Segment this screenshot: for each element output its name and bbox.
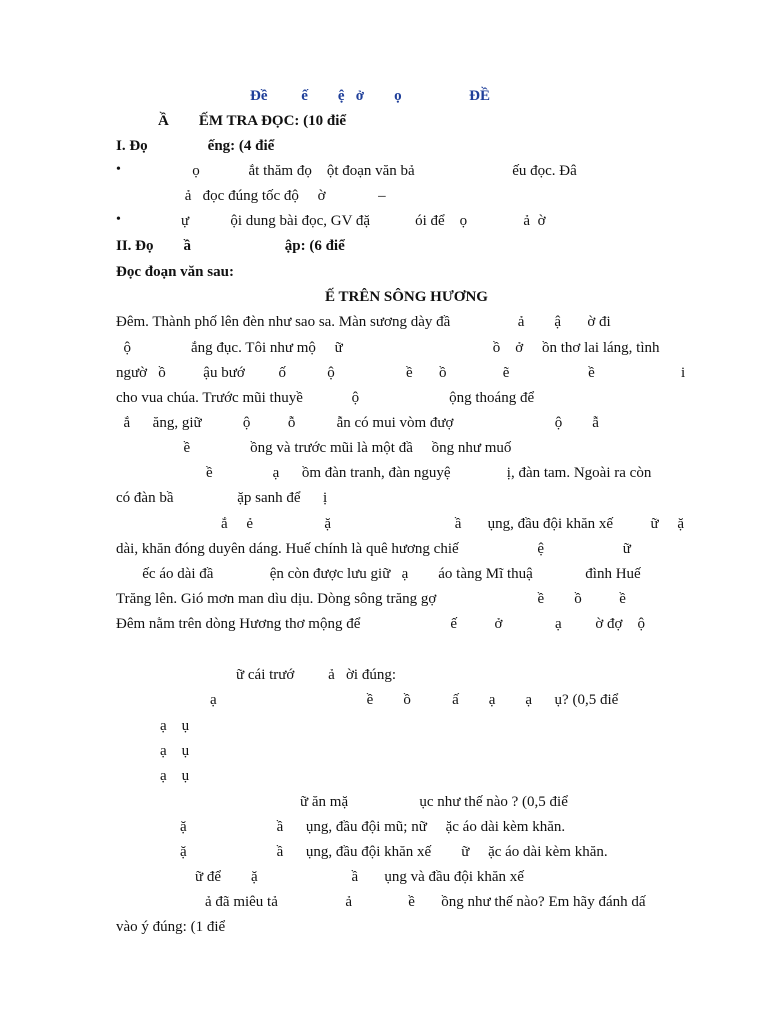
passage-line: Đêm nằm trên dòng Hương thơ mộng để ế ở ạ ờ đợ ộ [116, 616, 645, 632]
passage-line: ề ồng và trước mũi là một đầ ồng như muố [116, 440, 512, 456]
passage-line: ắ ẻ ặ ầ ụng, đầu đội khăn xế ữ ặ [116, 516, 685, 532]
section-a-heading: Ầ ẾM TRA ĐỌC: (10 điể [158, 113, 347, 129]
question-2: ữ ăn mặ ục như thế nào ? (0,5 điể [300, 794, 568, 810]
question-2-option: ặ ầ ụng, đầu đội mũ; nữ ặc áo dài kèm khăn. [180, 819, 566, 835]
bullet1-line1: ọ ắt thăm đọ ột đoạn văn bả ếu đọc. Đâ [136, 163, 577, 179]
passage-line: dài, khăn đóng duyên dáng. Huế chính là quê hương chiế ệ ữ [116, 541, 631, 557]
passage-line: cho vua chúa. Trước mũi thuyề ộ ộng thoáng để [116, 390, 535, 406]
question-instruction: ữ cái trướ ả ời đúng: [236, 667, 397, 683]
question-2-option: ữ để ặ ầ ụng và đầu đội khăn xế [195, 869, 524, 885]
bullet-icon: • [116, 162, 121, 177]
part2-heading: II. Đọ ầ ập: (6 điể [116, 238, 345, 254]
bullet-icon: • [116, 212, 121, 227]
bullet1-line2: ả đọc đúng tốc độ ờ – [136, 188, 386, 204]
passage-line: ếc áo dài đầ ện còn được lưu giữ ạ áo tàng Mĩ thuậ đình Huế [116, 566, 641, 582]
passage-line: ộ ắng đục. Tôi như mộ ữ ồ ở ồn thơ lai láng, tình [116, 340, 660, 356]
read-instruction: Đọc đoạn văn sau: [116, 264, 234, 280]
bullet2-text: ự ội dung bài đọc, GV đặ ói để ọ ả ờ [136, 213, 546, 229]
document-title: Đề ế ệ ở ọ ĐỀ [250, 88, 490, 104]
passage-title: Ế TRÊN SÔNG HƯƠNG [325, 289, 488, 305]
passage-line: ngườ ồ ậu bướ ố ộ ề ồ ẽ ề i [116, 365, 686, 381]
passage-line: ề ạ ồm đàn tranh, đàn nguyệ ị, đàn tam. Ngoài ra còn [116, 465, 652, 481]
question-1-option: ạ ụ [160, 718, 190, 734]
passage-line: Đêm. Thành phố lên đèn như sao sa. Màn sương dày đầ ả ậ ờ đi [116, 314, 611, 330]
passage-line: ắ ăng, giữ ộ ỗ ẫn có mui vòm đượ ộ ẫ [116, 415, 599, 431]
question-1-option: ạ ụ [160, 743, 190, 759]
question-2-option: ặ ầ ụng, đầu đội khăn xế ữ ặc áo dài kèm khăn. [180, 844, 608, 860]
question-1: ạ ề ồ ấ ạ ạ ụ? (0,5 điể [210, 692, 619, 708]
passage-line: có đàn bầ ặp sanh để ị [116, 490, 328, 506]
question-3-line1: ả đã miêu tả ả ề ồng như thế nào? Em hãy đánh dấ [205, 894, 646, 910]
passage-line: Trăng lên. Gió mơn man dìu dịu. Dòng sông trăng gợ ề ồ ề [116, 591, 626, 607]
question-3-line2: vào ý đúng: (1 điể [116, 919, 226, 935]
question-1-option: ạ ụ [160, 768, 190, 784]
part1-heading: I. Đọ ếng: (4 điể [116, 138, 275, 154]
